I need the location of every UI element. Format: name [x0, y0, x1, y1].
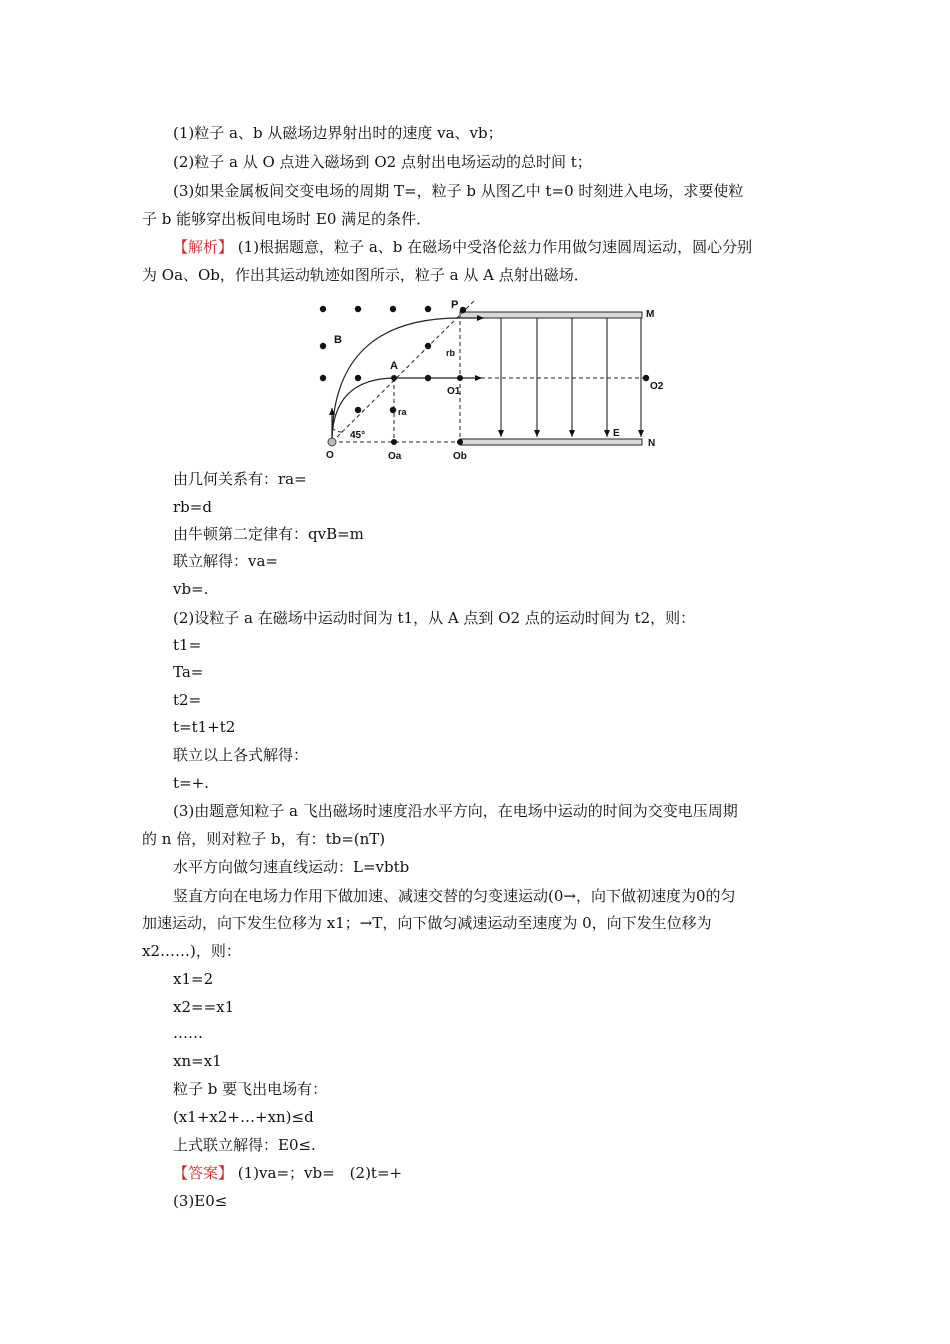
trajectory-figure [310, 296, 664, 466]
line-part2: (2)设粒子 a 在磁场中运动时间为 t1，从 A 点到 O2 点的运动时间为 t2，则： [173, 609, 696, 627]
line-rb: rb=d [173, 498, 212, 516]
line-E0-result: 上式联立解得：E0≤. [173, 1136, 316, 1154]
label-rb: rb [446, 348, 455, 358]
label-E: E [613, 428, 620, 439]
line-x1: x1=2 [173, 970, 214, 988]
line-t-result: t=+. [173, 774, 209, 792]
line-ellipsis: …… [173, 1024, 203, 1042]
line-part3-2: 的 n 倍，则对粒子 b，有：tb=(nT) [142, 830, 386, 848]
label-angle: 45° [350, 430, 366, 441]
line-vb: vb=. [173, 580, 209, 598]
line-combine: 联立以上各式解得： [173, 746, 309, 764]
label-O2: O2 [650, 381, 664, 392]
line-vertical-1: 竖直方向在电场力作用下做加速、减速交替的匀变速运动(0→，向下做初速度为0的匀 [173, 887, 736, 905]
line-horizontal: 水平方向做匀速直线运动：L=vbtb [173, 858, 410, 876]
question-3-line-2: 子 b 能够穿出板间电场时 E0 满足的条件． [142, 210, 432, 228]
answer-tag: 【答案】 [173, 1164, 234, 1182]
answer-line-1 [173, 1163, 402, 1183]
answer-part-1-2: (1)va=；vb= (2)t=+ [237, 1164, 403, 1182]
line-t2: t2= [173, 691, 202, 709]
label-ra: ra [398, 407, 407, 417]
label-O: O [326, 450, 334, 461]
line-condition: 粒子 b 要飞出电场有： [173, 1080, 328, 1098]
line-newton: 由牛顿第二定律有：qvB=m [173, 525, 364, 543]
label-P: P [451, 299, 459, 311]
label-B: B [334, 334, 342, 346]
line-inequality: (x1+x2+…+xn)≤d [173, 1108, 314, 1126]
line-x2: x2==x1 [173, 998, 235, 1016]
label-O1: O1 [447, 386, 461, 397]
line-t-sum: t=t1+t2 [173, 718, 236, 736]
line-Ta: Ta= [173, 663, 204, 681]
question-1: (1)粒子 a、b 从磁场边界射出时的速度 va、vb； [173, 124, 503, 142]
label-Oa: Oa [388, 451, 402, 462]
line-va: 联立解得：va= [173, 552, 278, 570]
question-3-line-1: (3)如果金属板间交变电场的周期 T=，粒子 b 从图乙中 t=0 时刻进入电场，求要使粒 [173, 182, 744, 200]
line-ra: 由几何关系有：ra= [173, 470, 307, 488]
line-vertical-2: 加速运动，向下发生位移为 x1；→T，向下做匀减速运动至速度为 0，向下发生位移为 [142, 914, 712, 932]
field-dots [320, 306, 431, 413]
line-part3-1: (3)由题意知粒子 a 飞出磁场时速度沿水平方向，在电场中运动的时间为交变电压周期 [173, 802, 738, 820]
line-vertical-3: x2……)，则： [142, 942, 241, 960]
solution-line-2: 为 Oa、Ob，作出其运动轨迹如图所示，粒子 a 从 A 点射出磁场． [142, 266, 589, 284]
line-xn: xn=x1 [173, 1052, 222, 1070]
solution-tag: 【解析】 [173, 238, 234, 256]
label-A: A [390, 360, 398, 372]
solution-heading [173, 237, 752, 257]
label-Ob: Ob [453, 451, 467, 462]
question-2: (2)粒子 a 从 O 点进入磁场到 O2 点射出电场运动的总时间 t； [173, 153, 592, 171]
line-t1: t1= [173, 636, 202, 654]
label-N: N [648, 438, 656, 449]
label-M: M [646, 309, 655, 320]
plate-M [460, 312, 642, 318]
solution-line-1: (1)根据题意，粒子 a、b 在磁场中受洛伦兹力作用做匀速圆周运动，圆心分别 [237, 238, 753, 256]
plate-N [460, 439, 642, 445]
answer-line-2: (3)E0≤ [173, 1192, 228, 1210]
